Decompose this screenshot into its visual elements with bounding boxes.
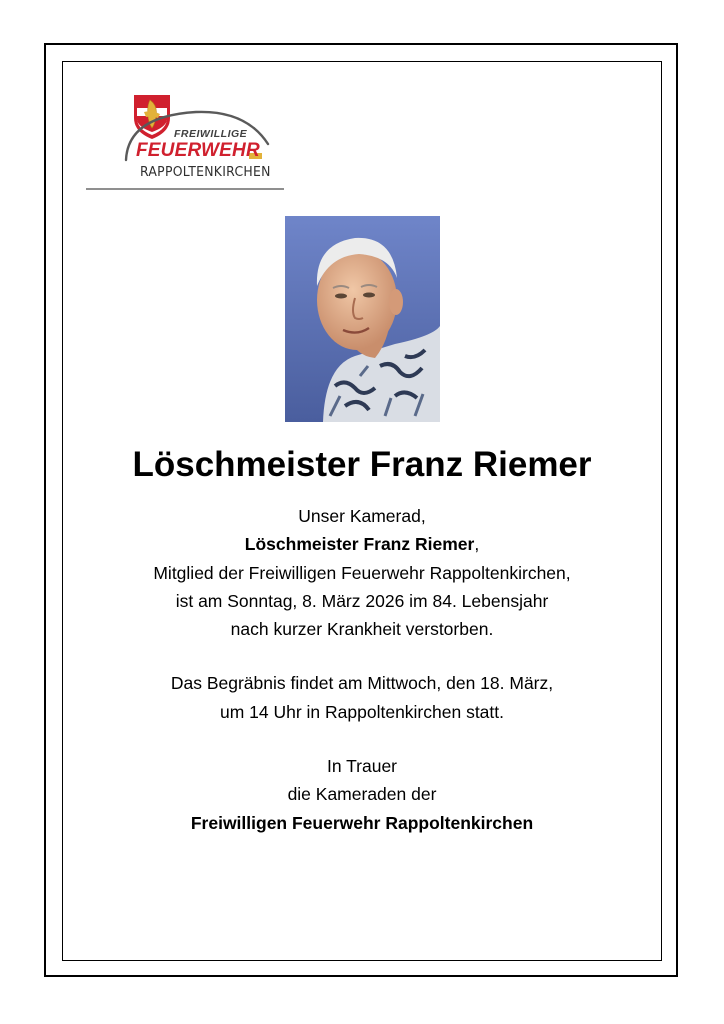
closing-line-1: In Trauer bbox=[326, 756, 398, 777]
closing-line-2: die Kameraden der bbox=[287, 784, 437, 805]
paragraph-gap bbox=[62, 643, 662, 669]
logo-text-location: RAPPOLTENKIRCHEN bbox=[140, 164, 271, 180]
announcement-line-5: nach kurzer Krankheit verstorben. bbox=[230, 619, 494, 640]
funeral-line-1: Das Begräbnis findet am Mittwoch, den 18. März, bbox=[170, 673, 554, 694]
logo-text-freiwillige: FREIWILLIGE bbox=[174, 128, 248, 140]
portrait-photo bbox=[285, 216, 440, 422]
logo-text-feuerwehr: FEUERWEHR bbox=[136, 140, 260, 161]
closing-line-3: Freiwilligen Feuerwehr Rappoltenkirchen bbox=[190, 812, 534, 833]
obituary-text bbox=[62, 502, 662, 837]
announcement-line-4: ist am Sonntag, 8. März 2026 im 84. Lebensjahr bbox=[175, 590, 549, 611]
page-title: Löschmeister Franz Riemer bbox=[132, 445, 592, 484]
paragraph-gap bbox=[62, 726, 662, 752]
announcement-name-line bbox=[62, 530, 662, 558]
announcement-line-3: Mitglied der Freiwilligen Feuerwehr Rappoltenkirchen, bbox=[153, 562, 571, 583]
name-suffix: , bbox=[474, 534, 480, 555]
fire-brigade-logo bbox=[86, 92, 286, 190]
deceased-name: Löschmeister Franz Riemer bbox=[244, 534, 475, 555]
funeral-line-2: um 14 Uhr in Rappoltenkirchen statt. bbox=[219, 701, 505, 722]
announcement-line-1: Unser Kamerad, bbox=[298, 506, 426, 526]
